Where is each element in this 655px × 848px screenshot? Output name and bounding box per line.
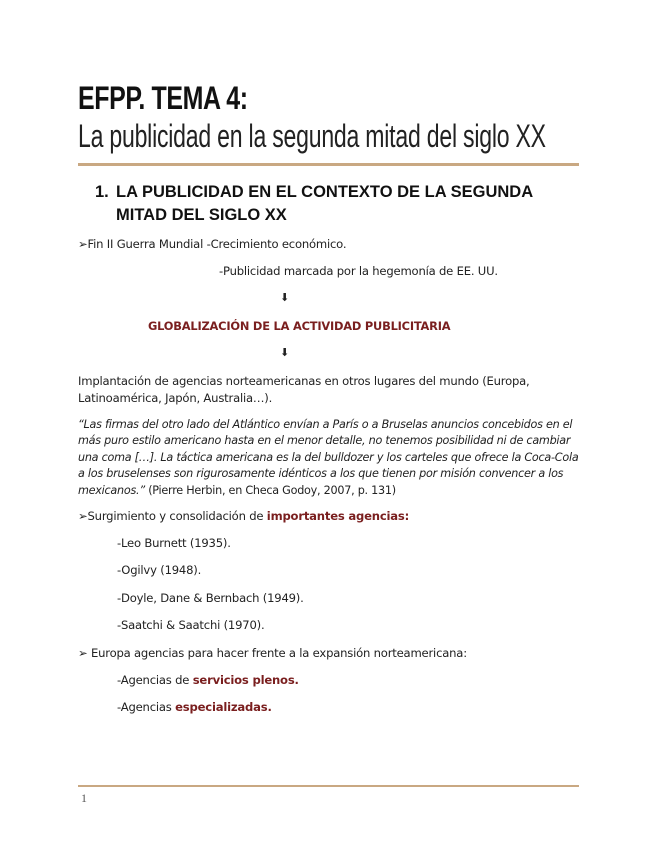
europe1-highlight: servicios plenos. [192,673,299,687]
europe-item-servicios [117,673,299,687]
agency-item: -Ogilvy (1948). [117,563,202,577]
section-heading-text: LA PUBLICIDAD EN EL CONTEXTO DE LA SEGUNDA MITAD DEL SIGLO XX [116,183,533,224]
implantacion-paragraph: Implantación de agencias norteamericanas en otros lugares del mundo (Europa, Latinoamérica, Japón, Australia…). [78,374,530,405]
doc-title-line2: La publicidad en la segunda mitad del siglo XX [78,118,546,154]
bullet1-line2: -Publicidad marcada por la hegemonía de EE. UU. [219,264,498,278]
agency-item: -Leo Burnett (1935). [117,536,231,550]
bullet2-prefix: ➢Surgimiento y consolidación de [78,509,267,523]
europe-item-especializadas [117,700,272,714]
bullet1-suffix: -Crecimiento económico. [206,237,347,251]
europe2-prefix: -Agencias [117,700,176,714]
section-heading [95,181,565,227]
doc-title-line1: EFPP. TEMA 4: [78,80,248,116]
quote-citation: (Pierre Herbin, en Checa Godoy, 2007, p. 131) [144,483,396,497]
bullet3-prefix: ➢ Europa [78,646,135,660]
title-divider [78,163,579,166]
globalizacion-heading: GLOBALIZACIÓN DE LA ACTIVIDAD PUBLICITARIA [148,319,451,333]
down-arrow-icon: ⬇ [280,346,290,359]
bullet-fin-guerra [78,237,346,251]
europe1-prefix: -Agencias de [117,673,193,687]
agency-item: -Saatchi & Saatchi (1970). [117,618,265,632]
bullet3-suffix: agencias para hacer frente a la expansión norteamericana: [134,646,467,660]
footer-divider [78,785,579,787]
down-arrow-icon: ⬇ [280,291,290,304]
section-number: 1. [95,183,109,201]
europe2-highlight: especializadas. [175,700,272,714]
bullet2-highlight: importantes agencias: [266,509,410,523]
bullet-surgimiento [78,509,409,523]
agency-item: -Doyle, Dane & Bernbach (1949). [117,591,304,605]
page-number: 1 [81,791,87,805]
bullet1-prefix: ➢Fin II Guerra Mundial [78,237,207,251]
quote-paragraph [78,417,583,499]
bullet-europa [78,646,467,660]
quote-text: “Las firmas del otro lado del Atlántico envían a París o a Bruselas anuncios concebidos en el más puro estilo americano hasta en el menor detalle, no tenemos posibilidad ni de cambiar una coma […]. La táctica americana es la del bulldozer y los carteles que ofrece la Coca-Cola a los bruselenses son rigurosamente idénticos a los que tienen por misión convencer a los mexicanos.” [78,418,579,497]
